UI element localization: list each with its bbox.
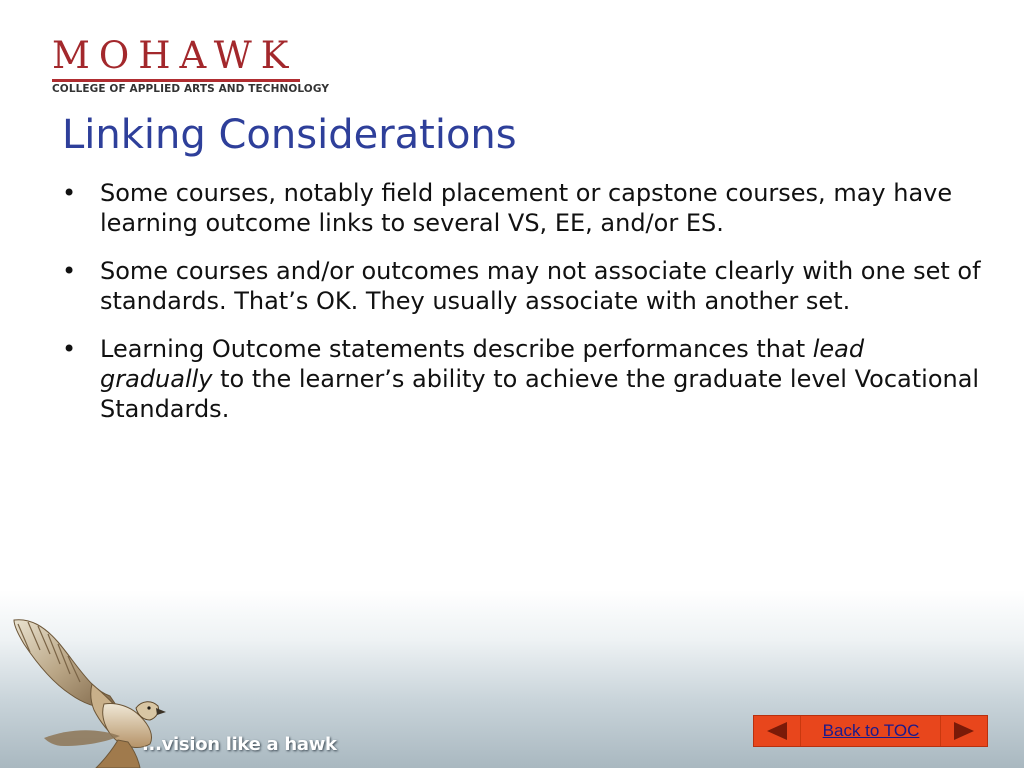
bullet-text: Learning Outcome statements describe performances that [100,335,813,363]
bullet-item [62,256,982,316]
slide-navigation [753,715,988,747]
triangle-left-icon [765,721,789,741]
back-to-toc-link[interactable]: Back to TOC [822,721,920,740]
hawk-slogan: ...vision like a hawk [142,734,337,755]
bullet-marker: • [62,257,77,285]
bullet-text: Some courses, notably field placement or capstone courses, may have learning outcome links to several VS, EE, and/or ES. [100,179,953,237]
bullet-emphasis-text: lead gradually [100,335,865,393]
bullet-item [62,178,982,238]
next-slide-button[interactable] [940,716,987,746]
slide-title: Linking Considerations [62,112,517,158]
mohawk-logo [50,34,330,95]
logo-wordmark: MOHAWK [52,34,298,77]
bullet-marker: • [62,335,77,363]
logo-rule [52,79,300,82]
bullet-text: to the learner’s ability to achieve the graduate level Vocational Standards. [100,365,980,423]
triangle-right-icon [952,721,976,741]
previous-slide-button[interactable] [754,716,801,746]
logo-tagline: COLLEGE OF APPLIED ARTS AND TECHNOLOGY [52,83,330,95]
bullet-marker: • [62,179,77,207]
bullet-item [62,334,982,424]
bullet-text: Some courses and/or outcomes may not associate clearly with one set of standards. That’s OK. They usually associate with another set. [100,257,981,315]
bullet-list [62,178,982,442]
